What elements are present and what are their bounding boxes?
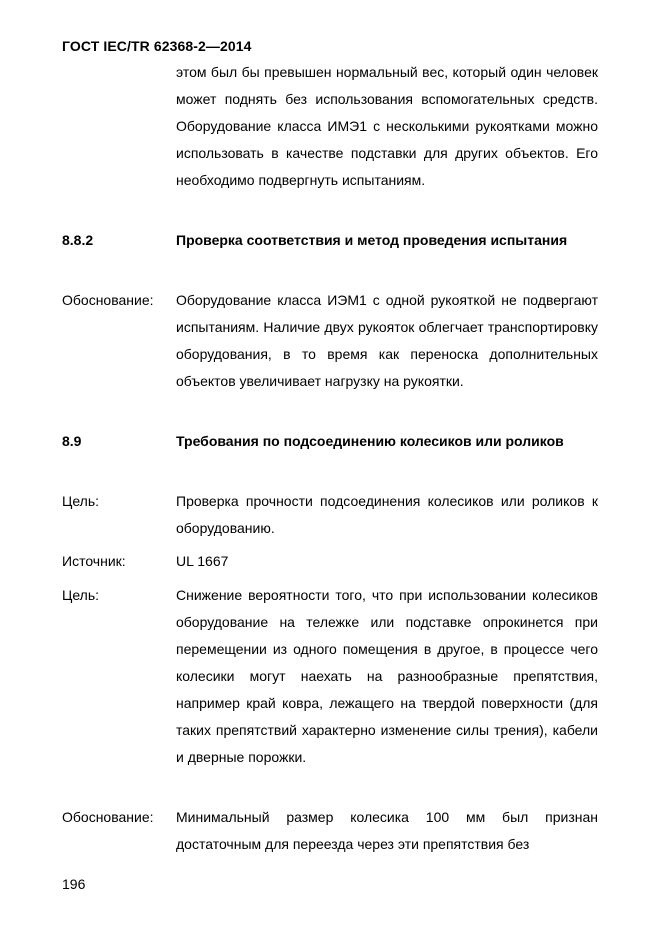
- rationale-label: Обоснование:: [62, 292, 154, 308]
- page-number: 196: [62, 876, 86, 892]
- rationale-text: Минимальный размер колесика 100 мм был признан достаточным для переезда через эти препятствия без: [176, 809, 598, 852]
- section-number: 8.8.2: [62, 232, 94, 248]
- rationale-text: Оборудование класса ИЭМ1 с одной рукояткой не подвергают испытаниям. Наличие двух рукояток облегчает транспортировку оборудования, в то время как переноска дополнительных объектов увеличивает нагрузку на рукоятки.: [176, 292, 598, 389]
- section-title: Требования по подсоединению колесиков или роликов: [176, 433, 564, 449]
- source-text: UL 1667: [176, 553, 229, 569]
- source-label: Источник:: [62, 553, 126, 569]
- paragraph-text: этом был бы превышен нормальный вес, который один человек может поднять без использования вспомогательных средств. Оборудование класса ИМЭ1 с несколькими рукоятками можно использовать в качестве подставки для других объектов. Его необходимо подвергнуть испытаниям.: [176, 64, 598, 188]
- document-header: ГОСТ IEC/TR 62368-2—2014: [62, 38, 252, 54]
- rationale-label: Обоснование:: [62, 809, 154, 825]
- section-title: Проверка соответствия и метод проведения испытания: [176, 232, 568, 248]
- purpose-text: Снижение вероятности того, что при использовании колесиков оборудование на тележке или подставке опрокинется при перемещении из одного помещения в другое, в процессе чего колесики могут наехать на разнообразные препятствия, например край ковра, лежащего на твердой поверхности (для таких препятствий характерно изменение силы трения), кабели и дверные порожки.: [176, 587, 598, 765]
- purpose-text: Проверка прочности подсоединения колесиков или роликов к оборудованию.: [176, 493, 598, 536]
- section-number: 8.9: [62, 433, 82, 449]
- purpose-label: Цель:: [62, 493, 100, 509]
- purpose-label: Цель:: [62, 587, 100, 603]
